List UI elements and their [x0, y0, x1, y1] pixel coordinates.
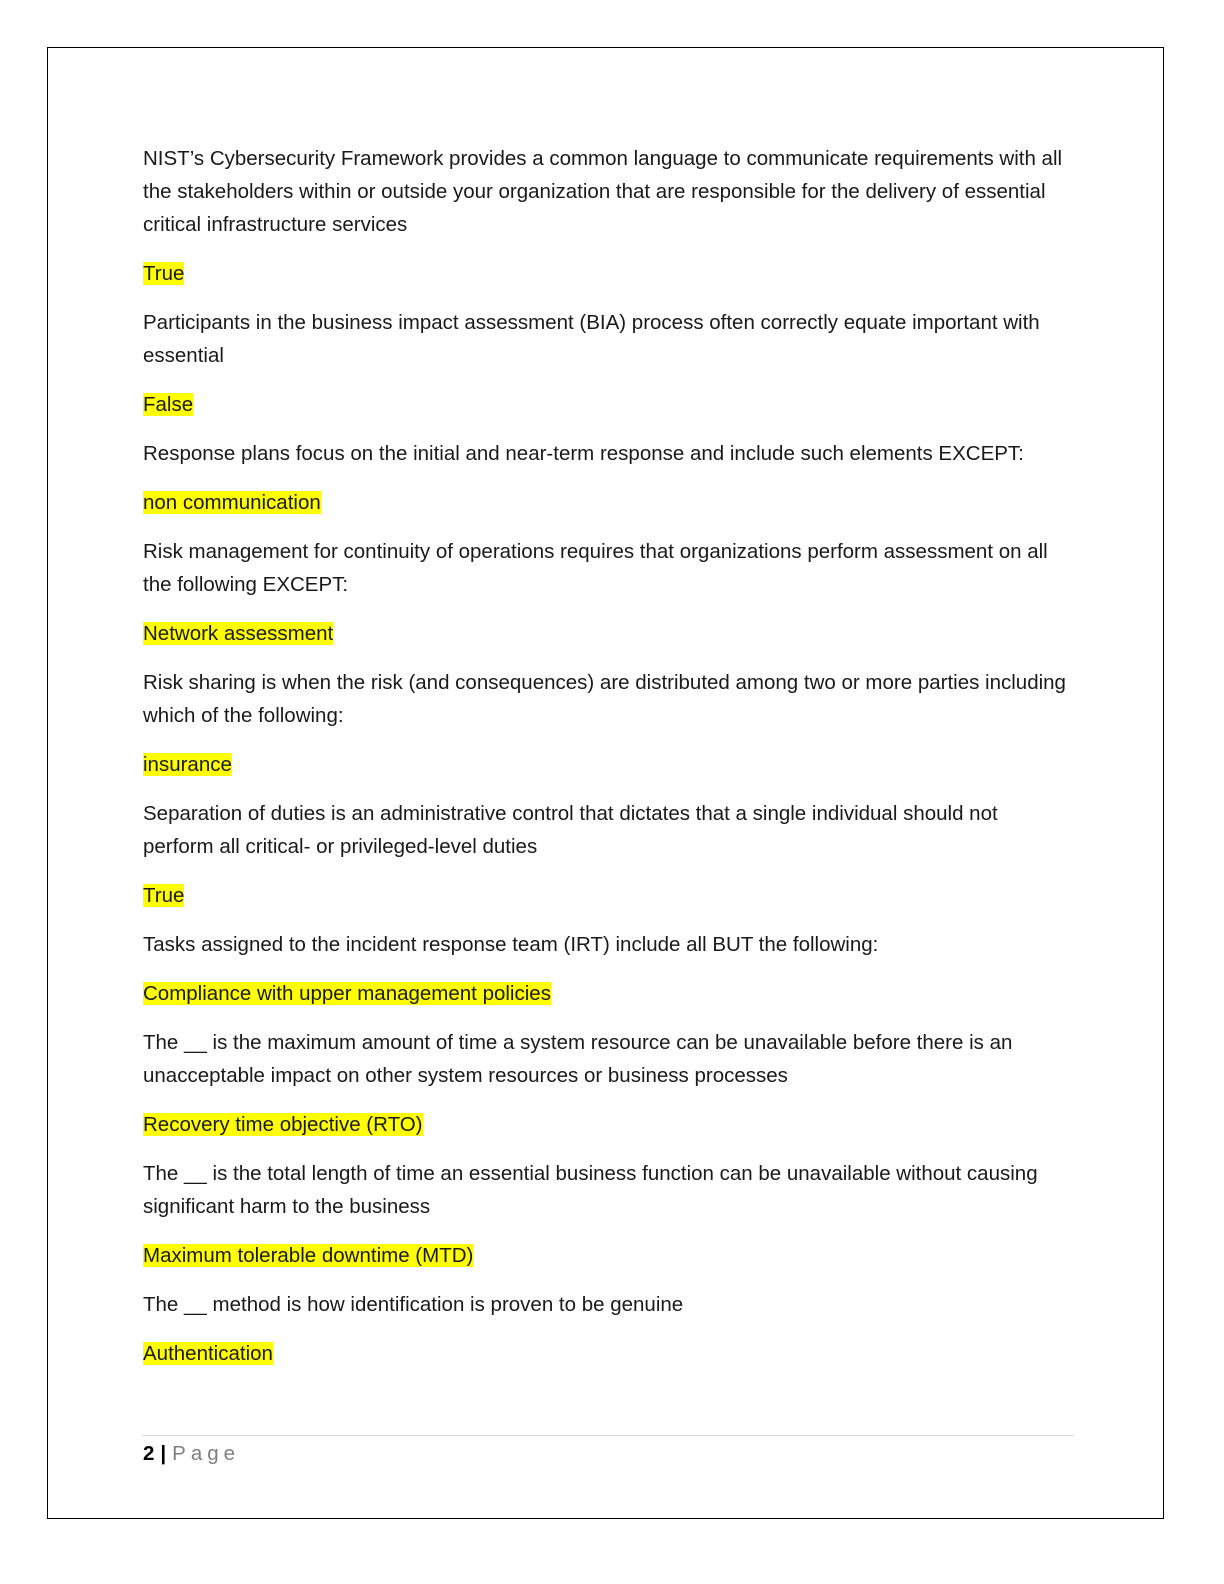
question-text: NIST’s Cybersecurity Framework provides a common language to communicate requirements with all the stakeholders within or outside your organization that are responsible for the delivery of essential critical infrastructure services — [143, 147, 1063, 236]
qa-item-4 — [143, 535, 1073, 650]
answer-highlight: True — [143, 884, 185, 907]
answer-text — [143, 1337, 1073, 1370]
answer-highlight: Network assessment — [143, 622, 334, 645]
question-text: Risk management for continuity of operations requires that organizations perform assessment on all the following EXCEPT: — [143, 540, 1048, 596]
question-text: Tasks assigned to the incident response team (IRT) include all BUT the following: — [143, 933, 879, 956]
footer-separator: | — [160, 1442, 167, 1465]
question-text: Separation of duties is an administrative control that dictates that a single individual should not perform all critical- or privileged-level duties — [143, 802, 998, 858]
answer-text — [143, 1108, 1073, 1141]
qa-item-8 — [143, 1026, 1073, 1141]
answer-text — [143, 1239, 1073, 1272]
qa-item-5 — [143, 666, 1073, 781]
answer-highlight: Maximum tolerable downtime (MTD) — [143, 1244, 474, 1267]
answer-highlight: insurance — [143, 753, 232, 776]
document-body — [143, 142, 1073, 1386]
qa-item-3 — [143, 437, 1073, 519]
qa-item-6 — [143, 797, 1073, 912]
qa-item-2 — [143, 306, 1073, 421]
qa-item-7 — [143, 928, 1073, 1010]
qa-item-10 — [143, 1288, 1073, 1370]
answer-highlight: Authentication — [143, 1342, 273, 1365]
question-text: The __ method is how identification is proven to be genuine — [143, 1293, 684, 1316]
answer-text — [143, 617, 1073, 650]
answer-highlight: False — [143, 393, 194, 416]
answer-highlight: Recovery time objective (RTO) — [143, 1113, 423, 1136]
question-text: The __ is the maximum amount of time a system resource can be unavailable before there is an unacceptable impact on other system resources or business processes — [143, 1031, 1013, 1087]
answer-text — [143, 486, 1073, 519]
page-label: Page — [172, 1442, 241, 1465]
footer-divider — [142, 1435, 1074, 1436]
question-text: Risk sharing is when the risk (and consequences) are distributed among two or more parties including which of the following: — [143, 671, 1066, 727]
question-text: Participants in the business impact assessment (BIA) process often correctly equate important with essential — [143, 311, 1040, 367]
answer-text — [143, 388, 1073, 421]
answer-text — [143, 257, 1073, 290]
answer-text — [143, 977, 1073, 1010]
answer-highlight: True — [143, 262, 185, 285]
answer-highlight: Compliance with upper management policies — [143, 982, 551, 1005]
qa-item-1 — [143, 142, 1073, 290]
page-footer — [143, 1439, 240, 1469]
question-text: Response plans focus on the initial and near-term response and include such elements EXCEPT: — [143, 442, 1024, 465]
question-text: The __ is the total length of time an essential business function can be unavailable without causing significant harm to the business — [143, 1162, 1038, 1218]
qa-item-9 — [143, 1157, 1073, 1272]
answer-highlight: non communication — [143, 491, 321, 514]
answer-text — [143, 748, 1073, 781]
page-number: 2 — [143, 1442, 155, 1465]
answer-text — [143, 879, 1073, 912]
